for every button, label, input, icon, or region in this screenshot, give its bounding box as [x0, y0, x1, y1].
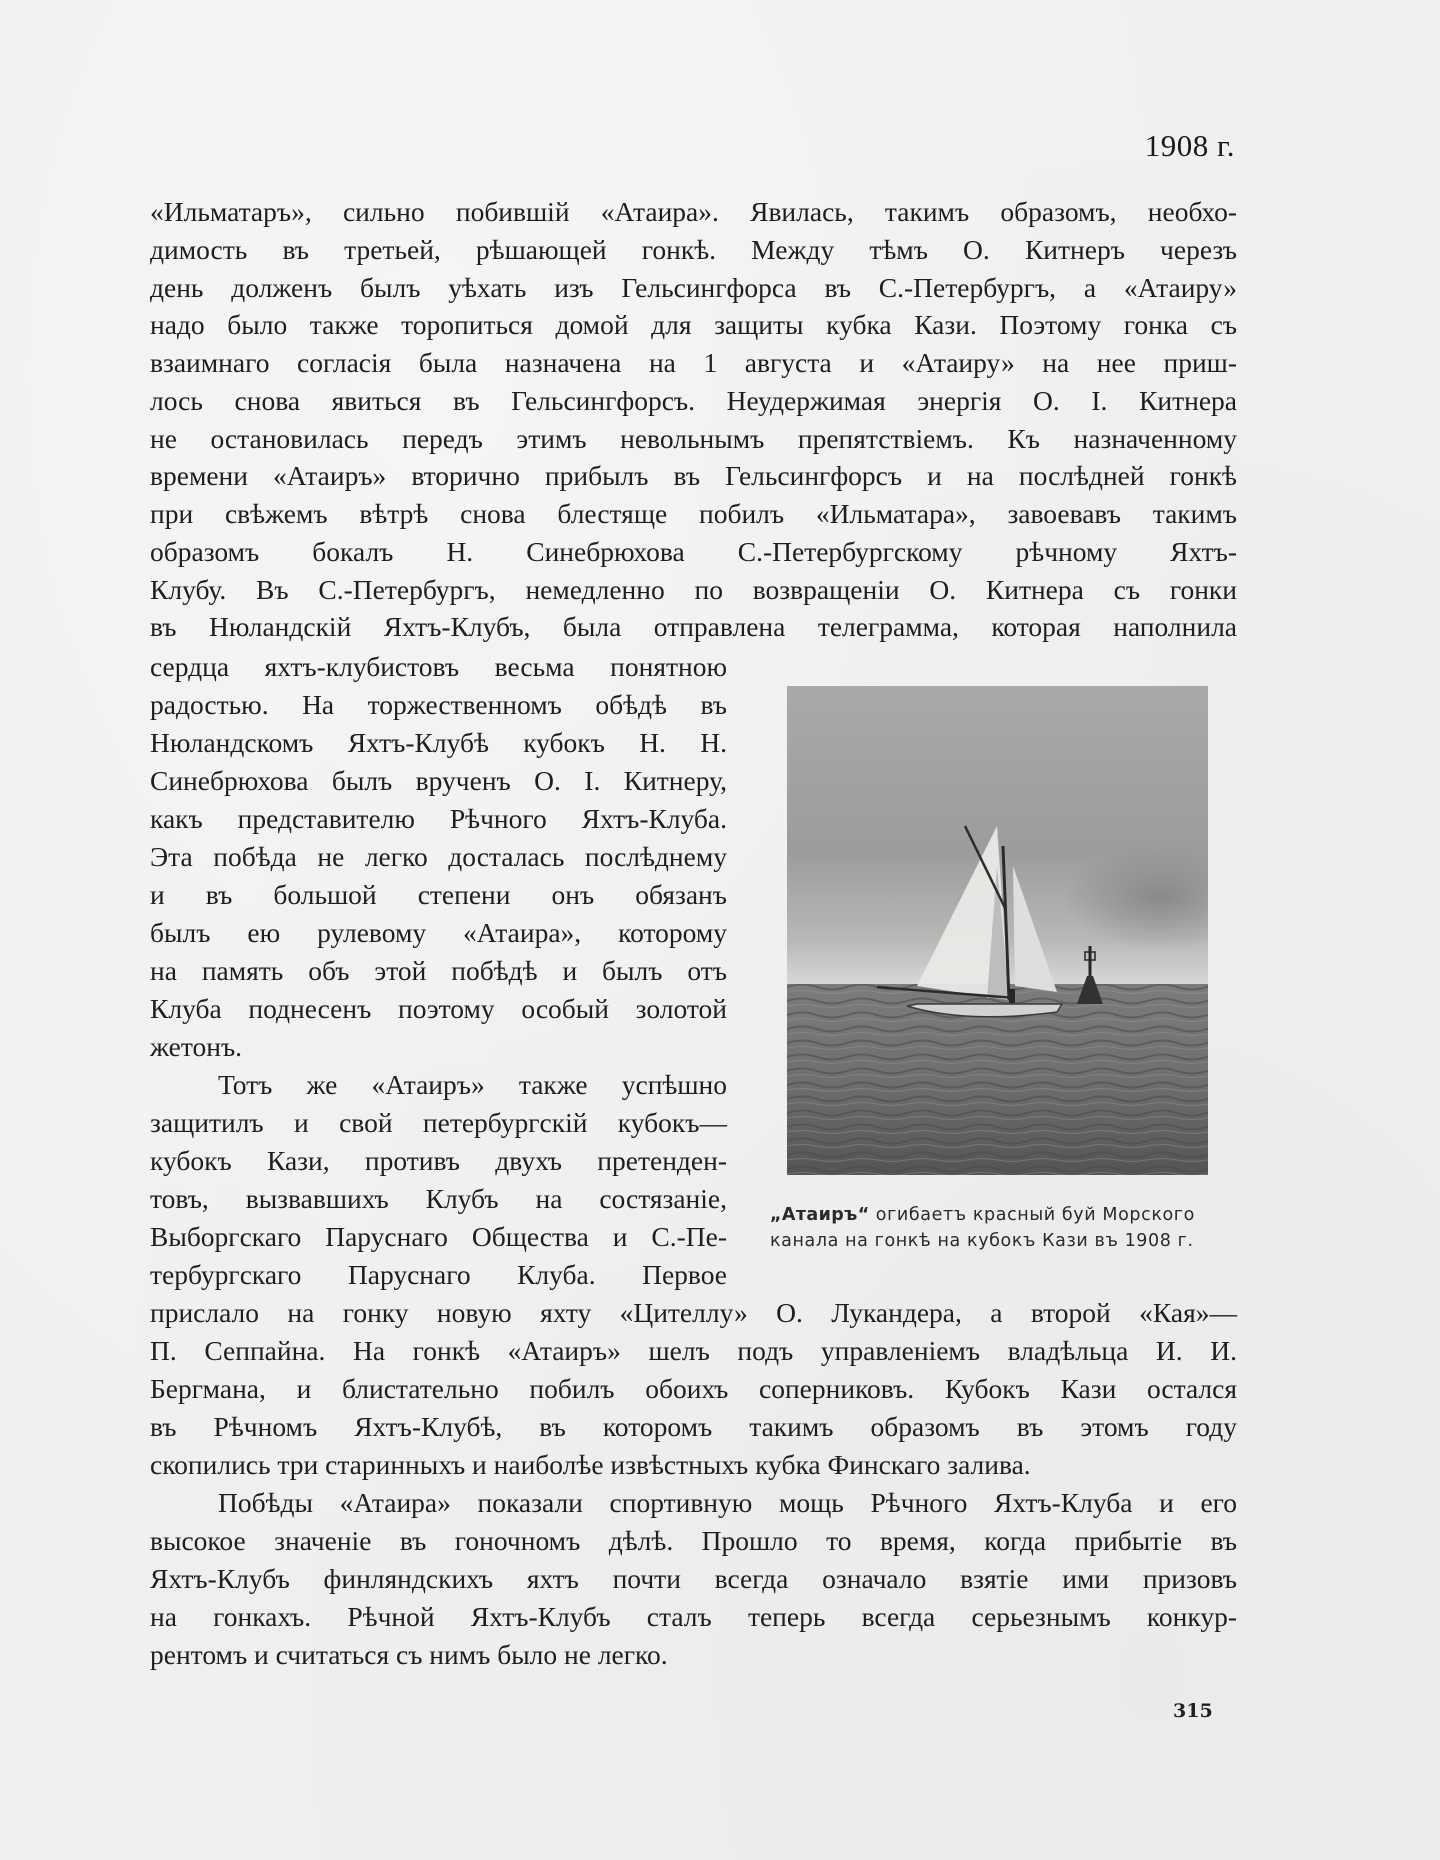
text-line: кубокъ Кази, противъ двухъ претенден-	[150, 1145, 727, 1176]
text-line: въ Рѣчномъ Яхтъ-Клубѣ, въ которомъ такимъ образомъ въ этомъ году	[150, 1411, 1237, 1442]
text-line: на гонкахъ. Рѣчной Яхтъ-Клубъ сталъ теперь всегда серьезнымъ конкур-	[150, 1601, 1237, 1632]
caption-yacht-name: „Атаиръ“	[770, 1205, 870, 1225]
text-line: товъ, вызвавшихъ Клубъ на состязаніе,	[150, 1183, 727, 1214]
text-line: былъ ею рулевому «Атаира», которому	[150, 917, 727, 948]
paragraph-start: Побѣды «Атаира» показали спортивную мощь Рѣчного Яхтъ-Клуба и его	[218, 1487, 1237, 1518]
text-line: какъ представителю Рѣчного Яхтъ-Клуба.	[150, 803, 727, 834]
text-line: въ Нюландскій Яхтъ-Клубъ, была отправлена телеграмма, которая наполнила	[150, 611, 1237, 642]
text-line: димость въ третьей, рѣшающей гонкѣ. Между тѣмъ О. Китнеръ черезъ	[150, 234, 1237, 265]
text-line: П. Сеппайна. На гонкѣ «Атаиръ» шелъ подъ управленіемъ владѣльца И. И.	[150, 1335, 1237, 1366]
text-line: Нюландскомъ Яхтъ-Клубѣ кубокъ Н. Н.	[150, 727, 727, 758]
caption-text: огибаетъ красный буй Морского	[869, 1205, 1195, 1225]
caption-line-2: канала на гонкѣ на кубокъ Кази въ 1908 г.	[770, 1231, 1194, 1251]
text-line: Яхтъ-Клубъ финляндскихъ яхтъ почти всегда означало взятіе ими призовъ	[150, 1563, 1237, 1594]
text-line: Бергмана, и блистательно побилъ обоихъ соперниковъ. Кубокъ Кази остался	[150, 1373, 1237, 1404]
text-line: надо было также торопиться домой для защиты кубка Кази. Поэтому гонка съ	[150, 309, 1237, 340]
text-line: лось снова явиться въ Гельсингфорсъ. Неудержимая энергія О. І. Китнера	[150, 385, 1237, 416]
text-line: Клуба поднесенъ поэтому особый золотой	[150, 993, 727, 1024]
text-line: тербургскаго Паруснаго Клуба. Первое	[150, 1259, 727, 1290]
text-line: защитилъ и свой петербургскій кубокъ—	[150, 1107, 727, 1138]
text-line: образомъ бокалъ Н. Синебрюхова С.-Петербургскому рѣчному Яхтъ-	[150, 536, 1237, 567]
yacht-photo	[787, 686, 1208, 1175]
text-line: день долженъ былъ уѣхать изъ Гельсингфорса въ С.-Петербургъ, а «Атаиру»	[150, 272, 1237, 303]
running-head-year: 1908 г.	[1144, 128, 1235, 163]
text-line: скопились три старинныхъ и наиболѣе извѣстныхъ кубка Финскаго залива.	[150, 1449, 1031, 1480]
sailboat-image-icon	[787, 686, 1208, 1175]
caption-line-1	[770, 1202, 1240, 1228]
page-number: 315	[1173, 1700, 1213, 1722]
paragraph-start: Тотъ же «Атаиръ» также успѣшно	[218, 1069, 727, 1100]
text-line: при свѣжемъ вѣтрѣ снова блестяще побилъ «Ильматара», завоевавъ такимъ	[150, 498, 1237, 529]
photo-caption	[770, 1202, 1240, 1254]
text-line: Эта побѣда не легко досталась послѣднему	[150, 841, 727, 872]
text-line: «Ильматаръ», сильно побившій «Атаира». Явилась, такимъ образомъ, необхо-	[150, 196, 1237, 227]
text-line: Выборгскаго Паруснаго Общества и С.-Пе-	[150, 1221, 727, 1252]
text-line: времени «Атаиръ» вторично прибылъ въ Гельсингфорсъ и на послѣдней гонкѣ	[150, 460, 1237, 491]
text-line: и въ большой степени онъ обязанъ	[150, 879, 727, 910]
text-line: радостью. На торжественномъ обѣдѣ въ	[150, 689, 727, 720]
text-line: жетонъ.	[150, 1031, 243, 1062]
text-line: Синебрюхова былъ врученъ О. І. Китнеру,	[150, 765, 727, 796]
text-line: прислало на гонку новую яхту «Цителлу» О. Лукандера, а второй «Кая»—	[150, 1297, 1237, 1328]
text-line: рентомъ и считаться съ нимъ было не легко.	[150, 1639, 668, 1670]
text-line: Клубу. Въ С.-Петербургъ, немедленно по возвращеніи О. Китнера съ гонки	[150, 574, 1237, 605]
text-line: не остановилась передъ этимъ невольнымъ препятствіемъ. Къ назначенному	[150, 423, 1237, 454]
text-line: сердца яхтъ-клубистовъ весьма понятною	[150, 651, 727, 682]
text-line: взаимнаго согласія была назначена на 1 августа и «Атаиру» на нее приш-	[150, 347, 1237, 378]
text-line: высокое значеніе въ гоночномъ дѣлѣ. Прошло то время, когда прибытіе въ	[150, 1525, 1237, 1556]
text-line: на память объ этой побѣдѣ и былъ отъ	[150, 955, 727, 986]
